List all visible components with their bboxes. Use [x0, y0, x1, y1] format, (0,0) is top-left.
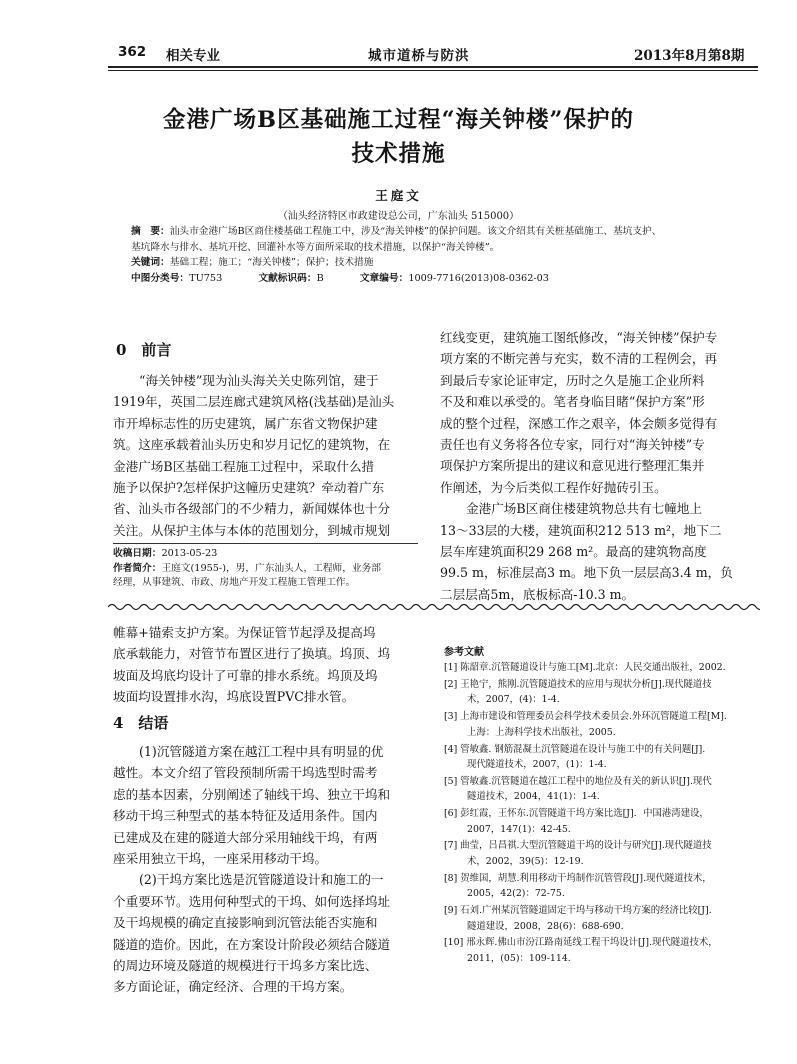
footnote-rule [113, 543, 418, 544]
text-line: 市开埠标志性的历史建筑，属广东省文物保护建 [113, 415, 378, 431]
received-date: 2013-05-23 [161, 548, 218, 559]
text-line: 坡面均设置排水沟，坞底设置PVC排水管。 [113, 689, 355, 705]
text-line: 责任也有义务将各位专家，同行对“海关钟楼”专 [440, 437, 705, 453]
reference-item [444, 871, 762, 902]
right-column-text [440, 327, 758, 605]
article-title-line1: 金港广场B区基础施工过程“海关钟楼”保护的 [163, 107, 634, 133]
keywords-label: 关键词： [131, 257, 170, 268]
text-line: 金港广场B区基础工程施工过程中，采取什么措 [113, 458, 375, 474]
doc-code-label: 文献标识码： [258, 272, 317, 284]
reference-line: 2011，(05)：109-114. [467, 952, 571, 964]
reference-item [444, 677, 762, 708]
text-line: 99.5 m，标准层高3 m。地下负一层层高3.4 m，负 [440, 565, 733, 581]
article-number-label: 文章编号： [359, 272, 409, 284]
header-rule-thin [108, 70, 758, 71]
wavy-separator [108, 600, 760, 614]
text-line: 已建成及在建的隧道大部分采用轴线干坞，有两 [113, 829, 378, 845]
reference-line: 2005，42(2)：72-75. [467, 888, 565, 900]
footnote [113, 547, 423, 591]
text-line: 施予以保护?怎样保护这幢历史建筑？牵动着广东 [113, 480, 385, 496]
reference-line: 2007，147(1)：42-45. [467, 823, 571, 835]
text-line: 座采用独立干坞，一座采用移动干坞。 [113, 851, 328, 867]
received-label: 收稿日期： [113, 548, 162, 559]
abstract-label: 摘 要： [131, 226, 170, 237]
text-line: (1)沉管隧道方案在越江工程中具有明显的优 [139, 744, 384, 759]
conclusion-text [113, 741, 417, 998]
text-line: 帷幕+锚索支护方案。为保证管节起浮及提高坞 [113, 625, 376, 640]
reference-line: [10] 邢永辉.佛山市汾江路南延线工程干坞设计[J].现代隧道技术， [444, 937, 718, 949]
continued-paragraph [113, 622, 417, 708]
clc-value: TU753 [189, 272, 223, 284]
reference-line: [8] 贺维国，胡慧.利用移动干坞制作沉管管段[J].现代隧道技术， [444, 872, 712, 884]
reference-line: [2] 王艳宁，熊刚.沉管隧道技术的应用与现状分析[J].现代隧道技 [444, 678, 712, 690]
reference-line: 术，2002，39(5)：12-19. [467, 855, 584, 867]
issue-label: 2013年8月第8期 [634, 48, 745, 64]
reference-item [444, 806, 762, 837]
reference-item [444, 903, 762, 934]
journal-name: 城市道桥与防洪 [368, 48, 470, 64]
reference-line: [4] 管敏鑫. 钢筋混凝土沉管隧道在设计与施工中的有关问题[J]. [444, 743, 706, 755]
reference-line: [9] 石刘.广州某沉管隧道固定干坞与移动干坞方案的经济比较[J]. [444, 905, 712, 917]
references-heading: 参考文献 [444, 647, 484, 658]
text-line: 不及和难以承受的。笔者身临目睹“保护方案”形 [440, 394, 705, 410]
bio-label: 作者简介： [113, 562, 162, 574]
reference-item [444, 709, 762, 740]
reference-list [444, 660, 762, 968]
bio-text-2: 经理，从事建筑、市政、房地产开发工程施工管理工作。 [113, 577, 356, 588]
text-line: 隧道的造价。因此，在方案设计阶段必须结合隧道 [113, 936, 391, 952]
reference-item [444, 774, 762, 805]
affiliation: （汕头经济特区市政建设总公司，广东汕头 515000） [277, 211, 520, 222]
keywords-text: 基础工程；施工；“海关钟楼”；保护；技术措施 [169, 257, 374, 268]
text-line: (2)干坞方案比选是沉管隧道设计和施工的一 [139, 872, 384, 888]
text-line: 13～33层的大楼，建筑面积212 513 m²，地下二 [440, 522, 722, 538]
intro-paragraph [113, 370, 417, 541]
reference-line: [3] 上海市建设和管理委员会科学技术委员会.外环沉管隧道工程[M]. [444, 711, 727, 723]
text-line: 二层层高5m，底板标高-10.3 m。 [440, 586, 635, 602]
text-line: 金港广场B区商住楼建筑物总共有七幢地上 [466, 501, 702, 517]
clc-label: 中图分类号： [131, 272, 190, 284]
article-title-line2: 技术措施 [351, 141, 446, 167]
section-label: 相关专业 [166, 48, 220, 64]
author: 王庭文 [375, 188, 422, 203]
reference-line: 现代隧道技术，2007，(1)：1-4. [467, 758, 607, 770]
text-line: “海关钟楼”现为汕头海关关史陈列馆，建于 [139, 373, 379, 388]
reference-line: 术，2007，(4)：1-4. [467, 694, 560, 706]
text-line: 成的整个过程，深感工作之艰辛，体会颇多觉得有 [440, 415, 718, 431]
text-line: 坡面及坞底均设计了可靠的排水系统。坞顶及坞 [113, 667, 378, 683]
text-line: 虑的基本因素，分别阐述了轴线干坞、独立干坞和 [113, 786, 391, 802]
text-line: 个重要环节。选用何种型式的干坞、如何选择坞址 [113, 893, 391, 909]
text-line: 越性。本文介绍了管段预制所需干坞选型时需考 [113, 765, 378, 781]
abstract-text-1: 汕头市金港广场B区商住楼基础工程施工中，涉及“海关钟楼”的保护问题。该文介绍其有关桩基础施工、基坑支护、 [169, 226, 662, 237]
text-line: 筑。这座承载着汕头历史和岁月记忆的建筑物，在 [113, 437, 391, 453]
reference-line: [7] 曲莹，吕昌祺.大型沉管隧道干坞的设计与研究[J].现代隧道技 [444, 840, 712, 852]
reference-line: 隧道建设，2008，28(6)：688-690. [467, 920, 624, 932]
bio-text-1: 王庭文(1955-)，男，广东汕头人，工程师，业务部 [161, 562, 381, 574]
text-line: 移动干坞三种型式的基本特征及适用条件。国内 [113, 808, 378, 824]
text-line: 1919年，英国二层连廊式建筑风格(浅基础)是汕头 [113, 394, 395, 410]
text-line: 到最后专家论证审定，历时之久是施工企业所料 [440, 372, 705, 388]
header-rule [108, 66, 758, 68]
doc-code-value: B [316, 272, 324, 284]
section-heading-conclusion: 4 结语 [113, 714, 169, 732]
section-heading-intro: 0 前言 [116, 341, 172, 359]
text-line: 红线变更，建筑施工图纸修改，“海关钟楼”保护专 [440, 330, 718, 345]
text-line: 的周边环境及隧道的规模进行干坞多方案比选、 [113, 958, 378, 974]
abstract-text-2: 基坑降水与排水、基坑开挖、回灌补水等方面所采取的技术措施，以保护“海关钟楼”。 [131, 241, 500, 253]
reference-line: 上海：上海科学技术出版社，2005. [467, 726, 616, 738]
reference-item [444, 935, 762, 966]
reference-line: [1] 陈韶章.沉管隧道设计与施工[M].北京：人民交通出版社，2002. [444, 662, 726, 673]
text-line: 多方面论证，确定经济、合理的干坞方案。 [113, 979, 353, 995]
text-line: 底承载能力，对管节布置区进行了换填。坞顶、坞 [113, 646, 391, 662]
reference-line: [6] 彭红霞，王怀东.沉管隧道干坞方案比选[J]．中国港湾建设， [444, 808, 709, 820]
article-number-value: 1009-7716(2013)08-0362-03 [408, 272, 549, 284]
reference-item [444, 660, 762, 675]
text-line: 作阐述，为今后类似工程作好抛砖引玉。 [440, 479, 667, 495]
reference-item [444, 742, 762, 773]
text-line: 项方案的不断完善与充实，数不清的工程例会，再 [440, 351, 718, 367]
text-line: 关注。从保护主体与本体的范围划分，到城市规划 [113, 522, 391, 538]
reference-line: 隧道技术，2004，41(1)：1-4. [467, 791, 600, 803]
text-line: 层车库建筑面积29 268 m²。最高的建筑物高度 [440, 544, 707, 560]
reference-item [444, 838, 762, 869]
text-line: 及干坞规模的确定直接影响到沉管法能否实施和 [113, 915, 378, 931]
abstract [131, 224, 751, 286]
reference-line: [5] 管敏鑫.沉管隧道在越江工程中的地位及有关的新认识[J].现代 [444, 775, 712, 787]
page-number: 362 [118, 44, 147, 60]
text-line: 项保护方案所提出的建议和意见进行整理汇集并 [440, 458, 705, 474]
text-line: 省、汕头市各级部门的不少精力，新闻媒体也十分 [113, 501, 391, 517]
